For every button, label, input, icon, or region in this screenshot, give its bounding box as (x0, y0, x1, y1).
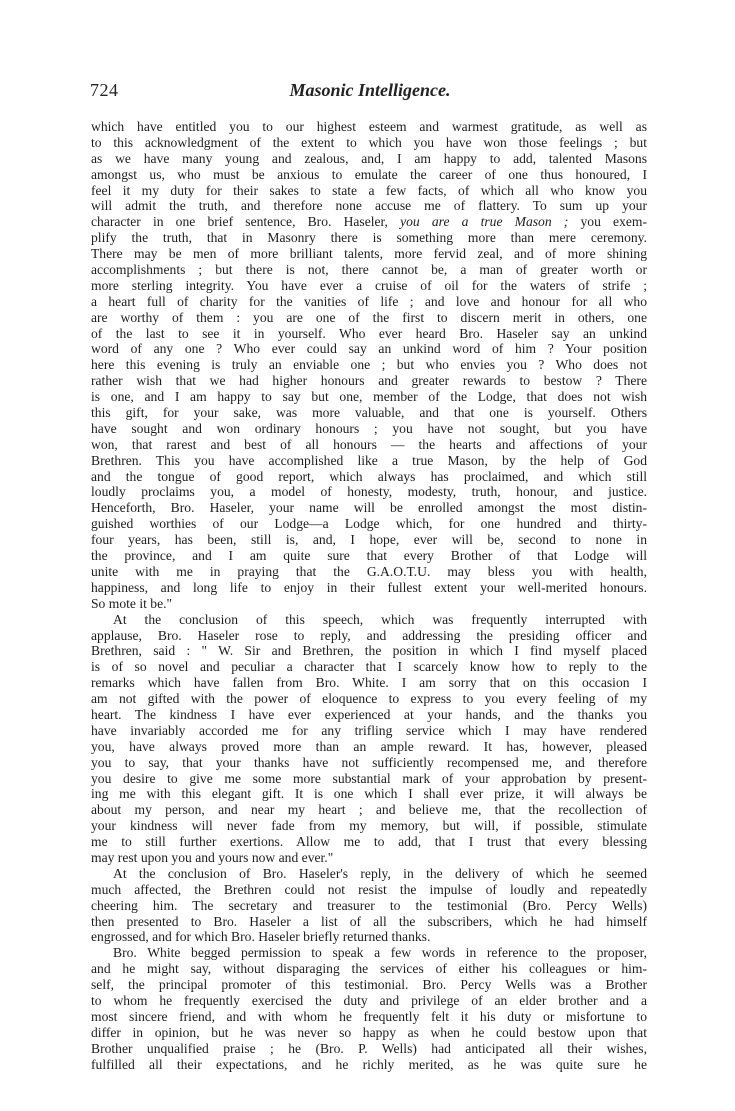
text-line: plify the truth, that in Masonry there is something more than mere ceremony. (91, 230, 647, 246)
text-line: most sincere friend, and with whom he frequently felt it his duty or misfortune to (91, 1008, 647, 1024)
text-line: will admit the truth, and therefore none accuse me of flattery. To sum up your (91, 198, 647, 214)
text-line: much affected, the Brethren could not resist the impulse of loudly and repeatedly (91, 881, 647, 897)
text-line: you desire to give me some more substantial mark of your approbation by present- (91, 770, 647, 786)
text-line: may rest upon you and yours now and ever." (91, 849, 334, 865)
text-line: more sterling integrity. You have ever a cruise of oil for the waters of strife ; (91, 277, 647, 293)
text-line: word of any one ? Who ever could say an unkind word of him ? Your position (91, 341, 647, 357)
text-line: Brethren, said : " W. Sir and Brethren, the position in which I find myself placed (91, 643, 647, 659)
text-line: applause, Bro. Haseler rose to reply, and addressing the presiding officer and (91, 627, 647, 643)
text-segment: character in one brief sentence, Bro. Haseler, (91, 214, 401, 230)
text-line: There may be men of more brilliant talents, more fervid zeal, and of more shining (91, 246, 647, 262)
running-title: Masonic Intelligence. (289, 80, 451, 100)
text-line: At the conclusion of Bro. Haseler's reply, in the delivery of which he seemed (113, 865, 647, 881)
text-line: remarks which have fallen from Bro. White. I am sorry that on this occasion I (91, 675, 647, 691)
text-line: and the tongue of good report, which always has proclaimed, and which still (91, 468, 647, 484)
text-line: accomplishments ; but there is not, there cannot be, a man of greater worth or (91, 262, 647, 278)
text-line: rather wish that we had higher honours and greater rewards to bestow ? There (91, 373, 647, 389)
text-line: fulfilled all their expectations, and he richly merited, as he was quite sure he (91, 1056, 647, 1072)
text-line: ing me with this elegant gift. It is one which I shall ever prize, it will always be (91, 786, 647, 802)
text-line: amongst us, who must be anxious to emulate the career of one thus honoured, I (91, 166, 647, 182)
text-line: is one, and I am happy to say but one, member of the Lodge, that does not wish (91, 389, 647, 405)
text-line: four years, has been, still is, and, I hope, ever will be, second to none in (91, 532, 647, 548)
text-line: At the conclusion of this speech, which was frequently interrupted with (113, 611, 647, 627)
text-segment: you exem- (568, 214, 647, 230)
page-header (90, 79, 650, 103)
text-line: engrossed, and for which Bro. Haseler briefly returned thanks. (91, 929, 431, 945)
text-line: this gift, for your sake, was more valuable, and that one is yourself. Others (91, 405, 647, 421)
italic-phrase: you are a true Mason ; (400, 214, 569, 230)
text-line: you to say, that your thanks have not sufficiently recompensed me, and therefore (91, 754, 647, 770)
text-line: you, have always proved more than an ample reward. It has, however, pleased (91, 738, 647, 754)
text-line: Bro. White begged permission to speak a few words in reference to the proposer, (113, 945, 647, 961)
text-line: differ in opinion, but he was never so happy as when he could bestow upon that (91, 1024, 647, 1040)
text-line: Brethren. This you have accomplished like a true Mason, by the help of God (91, 452, 647, 468)
text-line: about my person, and near my heart ; and believe me, that the recollection of (91, 802, 647, 818)
text-line: have sought and won ordinary honours ; you have not sought, but you have (91, 420, 647, 436)
text-line: to whom he frequently exercised the duty and privilege of an elder brother and a (91, 992, 647, 1008)
text-line: won, that rarest and best of all honours — the hearts and affections of your (91, 436, 647, 452)
text-line: Henceforth, Bro. Haseler, your name will be enrolled amongst the most distin- (91, 500, 647, 516)
text-line: Brother unqualified praise ; he (Bro. P. Wells) had anticipated all their wishes, (91, 1040, 647, 1056)
page-number: 724 (90, 80, 119, 100)
text-line: here this evening is truly an enviable one ; but who envies you ? Who does not (91, 357, 647, 373)
text-line: cheering him. The secretary and treasurer to the testimonial (Bro. Percy Wells) (91, 897, 647, 913)
text-line: self, the principal promoter of this testimonial. Bro. Percy Wells was a Brother (91, 977, 647, 993)
text-line: your kindness will never fade from my memory, but will, if possible, stimulate (91, 818, 647, 834)
text-line: and he might say, without disparaging the services of either his colleagues or him- (91, 961, 647, 977)
text-line: the province, and I am quite sure that every Brother of that Lodge will (91, 548, 647, 564)
text-line: heart. The kindness I have ever experienced at your hands, and the thanks you (91, 706, 647, 722)
text-line: loudly proclaims you, a model of honesty, modesty, truth, honour, and justice. (91, 484, 647, 500)
text-line: am not gifted with the power of eloquence to express to you every feeling of my (91, 691, 647, 707)
text-line: as we have many young and zealous, and, I am happy to add, talented Masons (91, 150, 647, 166)
text-line: me to still further exertions. Allow me to add, that I trust that every blessing (91, 834, 647, 850)
article-body (91, 119, 647, 1072)
text-line: a heart full of charity for the vanities of life ; and love and honour for all who (91, 293, 647, 309)
text-line: have invariably accorded me for any trifling service which I may have rendered (91, 722, 647, 738)
text-line: then presented to Bro. Haseler a list of all the subscribers, which he had himself (91, 913, 647, 929)
text-line: So mote it be." (91, 595, 173, 611)
text-line: unite with me in praying that the G.A.O.T.U. may bless you with health, (91, 563, 647, 579)
text-line: happiness, and long life to enjoy in their fullest extent your well-merited honours. (91, 579, 647, 595)
text-line: of the last to see it in yourself. Who ever heard Bro. Haseler say an unkind (91, 325, 647, 341)
text-line: is of so novel and peculiar a character that I scarcely know how to reply to the (91, 659, 647, 675)
text-line: which have entitled you to our highest esteem and warmest gratitude, as well as (91, 119, 647, 134)
text-line: to this acknowledgment of the extent to which you have won those feelings ; but (91, 134, 647, 150)
text-line: guished worthies of our Lodge—a Lodge which, for one hundred and thirty- (91, 516, 647, 532)
text-line: are worthy of them : you are one of the first to discern merit in others, one (91, 309, 647, 325)
text-line (91, 214, 647, 230)
text-line: feel it my duty for their sakes to state a few facts, of which all who know you (91, 182, 647, 198)
